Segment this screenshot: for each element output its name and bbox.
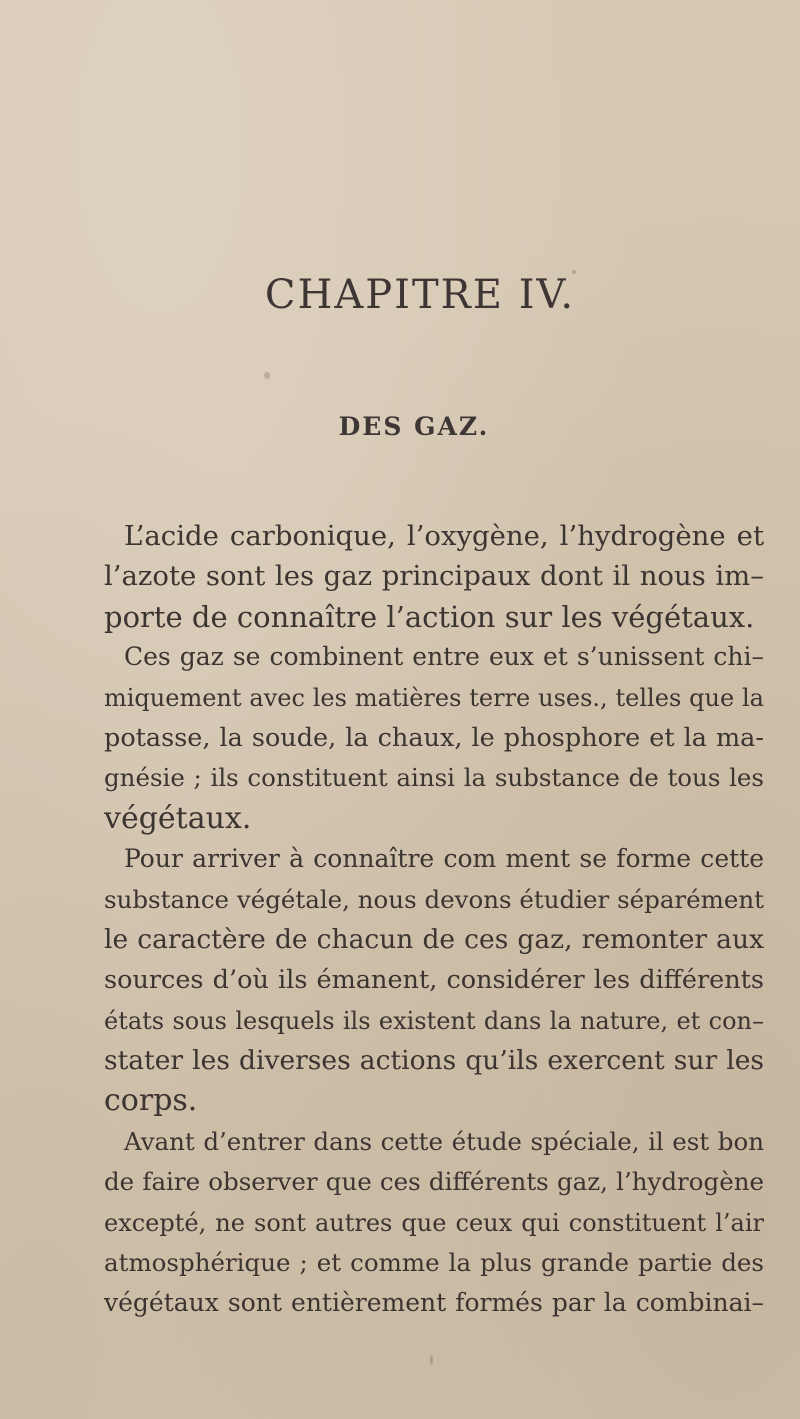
text-line: états sous lesquels ils existent dans la nature, et con– [104,1006,764,1035]
body-text [104,516,764,1324]
text-line: l’azote sont les gaz principaux dont il nous im– [104,560,764,593]
text-line: potasse, la soude, la chaux, le phosphore et la ma- [104,722,764,753]
section-title: DES GAZ. [338,412,490,441]
text-line: L’acide carbonique, l’oxygène, l’hydrogène et [124,520,764,552]
text-line: porte de connaître l’action sur les végétaux. [104,599,755,634]
paper-speck [430,1355,433,1365]
text-line: le caractère de chacun de ces gaz, remonter aux [104,923,764,955]
text-line: végétaux sont entièrement formés par la combinai– [104,1288,764,1318]
text-line: sources d’où ils émanent, considérer les différents [104,965,764,996]
text-line: substance végétale, nous devons étudier séparément [104,884,764,914]
paper-speck [264,372,270,379]
text-line: excepté, ne sont autres que ceux qui constituent l’air [104,1208,764,1237]
text-line: Pour arriver à connaître com ment se forme cette [124,844,764,874]
text-line: miquement avec les matières terre uses., telles que la [104,683,764,712]
text-line: stater les diverses actions qu’ils exercent sur les [104,1045,764,1077]
text-line: corps. [104,1083,198,1119]
text-line: Ces gaz se combinent entre eux et s’unissent chi– [124,642,764,672]
chapter-title: CHAPITRE IV. [264,272,576,318]
text-line: végétaux. [104,800,252,836]
text-line: gnésie ; ils constituent ainsi la substance de tous les [104,763,764,793]
text-line: Avant d’entrer dans cette étude spéciale, il est bon [124,1126,764,1156]
text-line: atmosphérique ; et comme la plus grande partie des [104,1248,764,1278]
text-line: de faire observer que ces différents gaz, l’hydrogène [104,1167,764,1197]
